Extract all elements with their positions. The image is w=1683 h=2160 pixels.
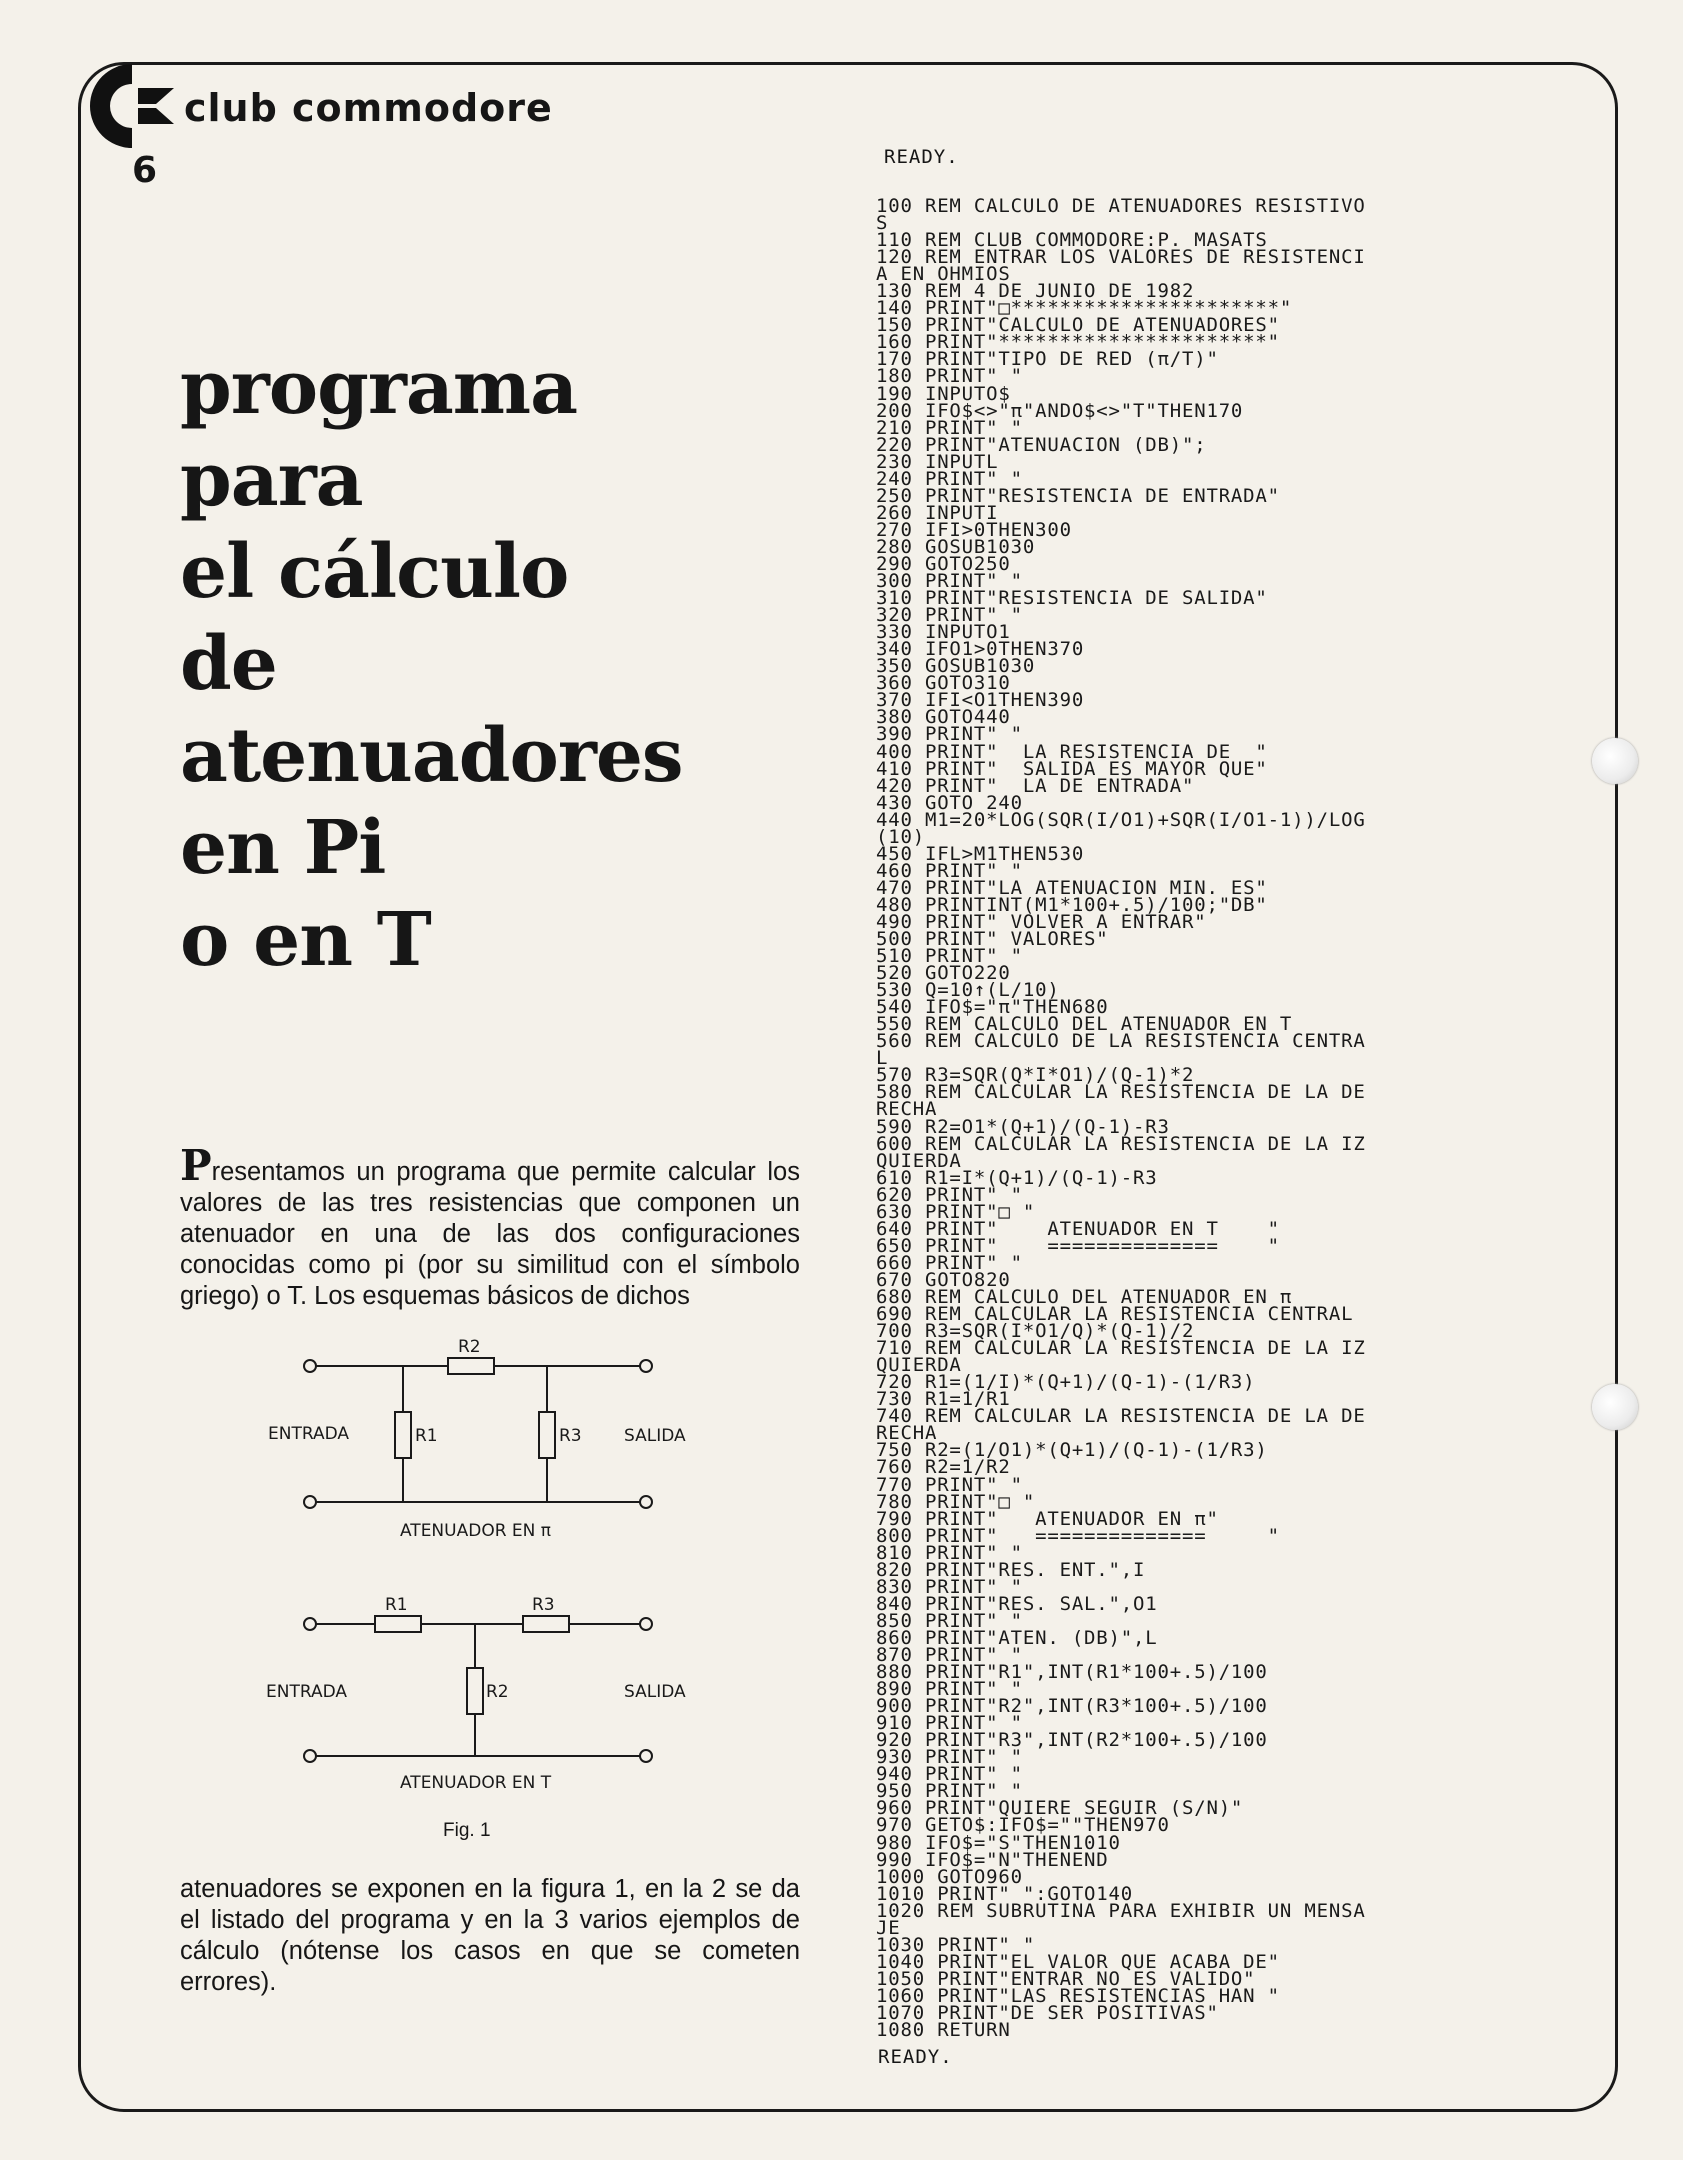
headline-line: en Pi	[180, 805, 386, 891]
listing-line: QUIERDA	[876, 1149, 962, 1172]
listing-line: 320 PRINT" "	[876, 604, 1023, 627]
pi-caption: ATENUADOR EN π	[400, 1521, 552, 1540]
listing-line: 990 IFO$="N"THENEND	[876, 1848, 1109, 1871]
headline-line: programa	[180, 345, 578, 431]
listing-line: 910 PRINT" "	[876, 1712, 1023, 1735]
listing-line: 1040 PRINT"EL VALOR QUE ACABA DE"	[876, 1950, 1280, 1973]
listing-line: 870 PRINT" "	[876, 1643, 1023, 1666]
listing-line: 490 PRINT" VOLVER A ENTRAR"	[876, 910, 1207, 933]
t-output-label: SALIDA	[624, 1682, 686, 1702]
listing-line: 850 PRINT" "	[876, 1609, 1023, 1632]
program-listing	[876, 195, 1592, 2042]
listing-line: 890 PRINT" "	[876, 1678, 1023, 1701]
pi-r2-label: R2	[458, 1337, 481, 1357]
listing-line: 670 GOTO820	[876, 1268, 1011, 1291]
listing-line: 630 PRINT"□ "	[876, 1200, 1036, 1223]
listing-line: 820 PRINT"RES. ENT.",I	[876, 1558, 1146, 1581]
listing-line: 420 PRINT" LA DE ENTRADA"	[876, 774, 1195, 797]
listing-line: L	[876, 1047, 889, 1070]
drop-cap: P	[180, 1141, 212, 1190]
listing-line: 160 PRINT"**********************"	[876, 331, 1280, 354]
listing-line: 250 PRINT"RESISTENCIA DE ENTRADA"	[876, 484, 1280, 507]
listing-line: 710 REM CALCULAR LA RESISTENCIA DE LA IZ	[876, 1337, 1366, 1360]
listing-line: 500 PRINT" VALORES"	[876, 928, 1109, 951]
binder-hole	[1592, 738, 1638, 784]
listing-line: 560 REM CALCULO DE LA RESISTENCIA CENTRA	[876, 1030, 1366, 1053]
listing-line: 1080 RETURN	[876, 2019, 1011, 2042]
listing-line: 750 R2=(1/O1)*(Q+1)/(Q-1)-(1/R3)	[876, 1439, 1268, 1462]
listing-line: 270 IFI>0THEN300	[876, 518, 1072, 541]
listing-line: 860 PRINT"ATEN. (DB)",L	[876, 1626, 1158, 1649]
listing-line: 150 PRINT"CALCULO DE ATENUADORES"	[876, 314, 1280, 337]
listing-line: 830 PRINT" "	[876, 1575, 1023, 1598]
binder-hole	[1592, 1384, 1638, 1430]
listing-line: 1000 GOTO960	[876, 1865, 1023, 1888]
pi-attenuator-diagram	[260, 1330, 720, 1540]
listing-line: 900 PRINT"R2",INT(R3*100+.5)/100	[876, 1695, 1268, 1718]
listing-line: 190 INPUTO$	[876, 382, 1011, 405]
listing-line: 180 PRINT" "	[876, 365, 1023, 388]
listing-line: 650 PRINT" ============== "	[876, 1234, 1280, 1257]
intro-paragraph	[180, 1141, 800, 1312]
t-attenuator-diagram	[260, 1590, 720, 1800]
listing-line: 290 GOTO250	[876, 552, 1011, 575]
listing-line: 920 PRINT"R3",INT(R2*100+.5)/100	[876, 1729, 1268, 1752]
listing-line: 930 PRINT" "	[876, 1746, 1023, 1769]
listing-line: 1030 PRINT" "	[876, 1933, 1036, 1956]
listing-line: 450 IFL>M1THEN530	[876, 842, 1085, 865]
listing-line: 340 IFO1>0THEN370	[876, 638, 1085, 661]
listing-line: 770 PRINT" "	[876, 1473, 1023, 1496]
listing-line: 360 GOTO310	[876, 672, 1011, 695]
listing-line: 1020 REM SUBRUTINA PARA EXHIBIR UN MENSA	[876, 1899, 1366, 1922]
listing-line: 570 R3=SQR(Q*I*O1)/(Q-1)*2	[876, 1064, 1195, 1087]
listing-line: RECHA	[876, 1098, 938, 1121]
listing-line: 280 GOSUB1030	[876, 535, 1036, 558]
listing-line: 810 PRINT" "	[876, 1541, 1023, 1564]
listing-line: 700 R3=SQR(I*O1/Q)*(Q-1)/2	[876, 1320, 1195, 1343]
headline-line: para	[180, 437, 363, 523]
listing-line: 200 IFO$<>"π"ANDO$<>"T"THEN170	[876, 399, 1244, 422]
listing-line: 120 REM ENTRAR LOS VALORES DE RESISTENCI	[876, 246, 1366, 269]
listing-ready-bottom: READY.	[878, 2046, 953, 2068]
listing-line: S	[876, 212, 889, 235]
pi-input-label: ENTRADA	[268, 1424, 350, 1444]
listing-line: 620 PRINT" "	[876, 1183, 1023, 1206]
headline-line: o en T	[180, 897, 431, 983]
headline-line: el cálculo	[180, 529, 569, 615]
pi-output-label: SALIDA	[624, 1426, 686, 1446]
listing-line: 310 PRINT"RESISTENCIA DE SALIDA"	[876, 587, 1268, 610]
page-number: 6	[132, 150, 158, 191]
pi-r1-label: R1	[415, 1426, 438, 1446]
listing-line: 410 PRINT" SALIDA ES MAYOR QUE"	[876, 757, 1268, 780]
listing-line: 940 PRINT" "	[876, 1763, 1023, 1786]
listing-line: 610 R1=I*(Q+1)/(Q-1)-R3	[876, 1166, 1158, 1189]
listing-line: 790 PRINT" ATENUADOR EN π"	[876, 1507, 1219, 1530]
listing-line: 980 IFO$="S"THEN1010	[876, 1831, 1121, 1854]
listing-line: 510 PRINT" "	[876, 945, 1023, 968]
listing-line: 840 PRINT"RES. SAL.",O1	[876, 1592, 1158, 1615]
listing-line: 540 IFO$="π"THEN680	[876, 996, 1109, 1019]
t-r3-label: R3	[532, 1595, 555, 1615]
listing-line: 300 PRINT" "	[876, 570, 1023, 593]
listing-line: RECHA	[876, 1422, 938, 1445]
listing-line: 730 R1=1/R1	[876, 1388, 1011, 1411]
listing-line: 330 INPUTO1	[876, 621, 1011, 644]
listing-line: 210 PRINT" "	[876, 416, 1023, 439]
t-r1-label: R1	[385, 1595, 408, 1615]
figure-label: Fig. 1	[443, 1820, 491, 1841]
listing-line: JE	[876, 1916, 901, 1939]
listing-line: 720 R1=(1/I)*(Q+1)/(Q-1)-(1/R3)	[876, 1371, 1256, 1394]
second-paragraph: atenuadores se exponen en la figura 1, en la 2 se da el listado del programa y en la 3 varios ejemplos de cálculo (nótense los casos en que se cometen errores).	[180, 1875, 800, 1996]
t-input-label: ENTRADA	[266, 1682, 348, 1702]
listing-ready-top: READY.	[884, 146, 959, 168]
listing-line: 220 PRINT"ATENUACION (DB)";	[876, 433, 1207, 456]
listing-line: 350 GOSUB1030	[876, 655, 1036, 678]
listing-line: 470 PRINT"LA ATENUACION MIN. ES"	[876, 876, 1268, 899]
listing-line: 380 GOTO440	[876, 706, 1011, 729]
club-title: club commodore	[184, 86, 553, 130]
listing-line: 130 REM 4 DE JUNIO DE 1982	[876, 280, 1195, 303]
listing-line: 970 GETO$:IFO$=""THEN970	[876, 1814, 1170, 1837]
listing-line: 590 R2=O1*(Q+1)/(Q-1)-R3	[876, 1115, 1170, 1138]
listing-line: 400 PRINT" LA RESISTENCIA DE "	[876, 740, 1268, 763]
listing-line: 600 REM CALCULAR LA RESISTENCIA DE LA IZ	[876, 1132, 1366, 1155]
listing-line: 640 PRINT" ATENUADOR EN T "	[876, 1217, 1280, 1240]
listing-line: 170 PRINT"TIPO DE RED (π/T)"	[876, 348, 1219, 371]
listing-line: 950 PRINT" "	[876, 1780, 1023, 1803]
t-r2-label: R2	[486, 1682, 509, 1702]
listing-line: 1070 PRINT"DE SER POSITIVAS"	[876, 2001, 1219, 2024]
listing-line: 760 R2=1/R2	[876, 1456, 1011, 1479]
listing-line: 100 REM CALCULO DE ATENUADORES RESISTIVO	[876, 195, 1366, 217]
listing-line: 230 INPUTL	[876, 450, 999, 473]
listing-line: 1060 PRINT"LAS RESISTENCIAS HAN "	[876, 1984, 1280, 2007]
headline-line: atenuadores	[180, 713, 683, 799]
listing-line: A EN OHMIOS	[876, 263, 1011, 286]
listing-line: 800 PRINT" ============== "	[876, 1524, 1280, 1547]
listing-line: QUIERDA	[876, 1354, 962, 1377]
listing-line: 740 REM CALCULAR LA RESISTENCIA DE LA DE	[876, 1405, 1366, 1428]
listing-line: 1050 PRINT"ENTRAR NO ES VALIDO"	[876, 1967, 1256, 1990]
listing-line: 690 REM CALCULAR LA RESISTENCIA CENTRAL	[876, 1303, 1354, 1326]
listing-line: 1010 PRINT" ":GOTO140	[876, 1882, 1134, 1905]
listing-line: 260 INPUTI	[876, 501, 999, 524]
listing-line: 390 PRINT" "	[876, 723, 1023, 746]
commodore-logo-icon	[78, 58, 186, 154]
listing-line: 680 REM CALCULO DEL ATENUADOR EN π	[876, 1286, 1293, 1308]
listing-line: 140 PRINT"□**********************"	[876, 297, 1293, 320]
listing-line: 530 Q=10↑(L/10)	[876, 979, 1060, 1002]
article-headline	[180, 342, 683, 986]
listing-line: (10)	[876, 825, 925, 848]
listing-line: 480 PRINTINT(M1*100+.5)/100;"DB"	[876, 893, 1268, 916]
listing-line: 460 PRINT" "	[876, 859, 1023, 882]
listing-line: 440 M1=20*LOG(SQR(I/O1)+SQR(I/O1-1))/LOG	[876, 808, 1366, 831]
listing-line: 370 IFI<O1THEN390	[876, 689, 1085, 712]
intro-text: resentamos un programa que permite calcular los valores de las tres resistencias que componen un atenuador en una de las dos configuraciones conocidas como pi (por su similitud con el símbolo griego) o T. Los esquemas básicos de dichos	[180, 1158, 800, 1310]
pi-r3-label: R3	[559, 1426, 582, 1446]
listing-line: 780 PRINT"□ "	[876, 1490, 1036, 1513]
listing-line: 110 REM CLUB COMMODORE:P. MASATS	[876, 229, 1268, 252]
listing-line: 430 GOTO 240	[876, 791, 1023, 814]
headline-line: de	[180, 621, 277, 707]
t-caption: ATENUADOR EN T	[400, 1773, 552, 1793]
listing-line: 580 REM CALCULAR LA RESISTENCIA DE LA DE	[876, 1081, 1366, 1104]
listing-line: 960 PRINT"QUIERE SEGUIR (S/N)"	[876, 1797, 1244, 1820]
listing-line: 550 REM CALCULO DEL ATENUADOR EN T	[876, 1013, 1293, 1036]
listing-line: 520 GOTO220	[876, 962, 1011, 985]
listing-line: 240 PRINT" "	[876, 467, 1023, 490]
listing-line: 660 PRINT" "	[876, 1251, 1023, 1274]
listing-line: 880 PRINT"R1",INT(R1*100+.5)/100	[876, 1661, 1268, 1684]
